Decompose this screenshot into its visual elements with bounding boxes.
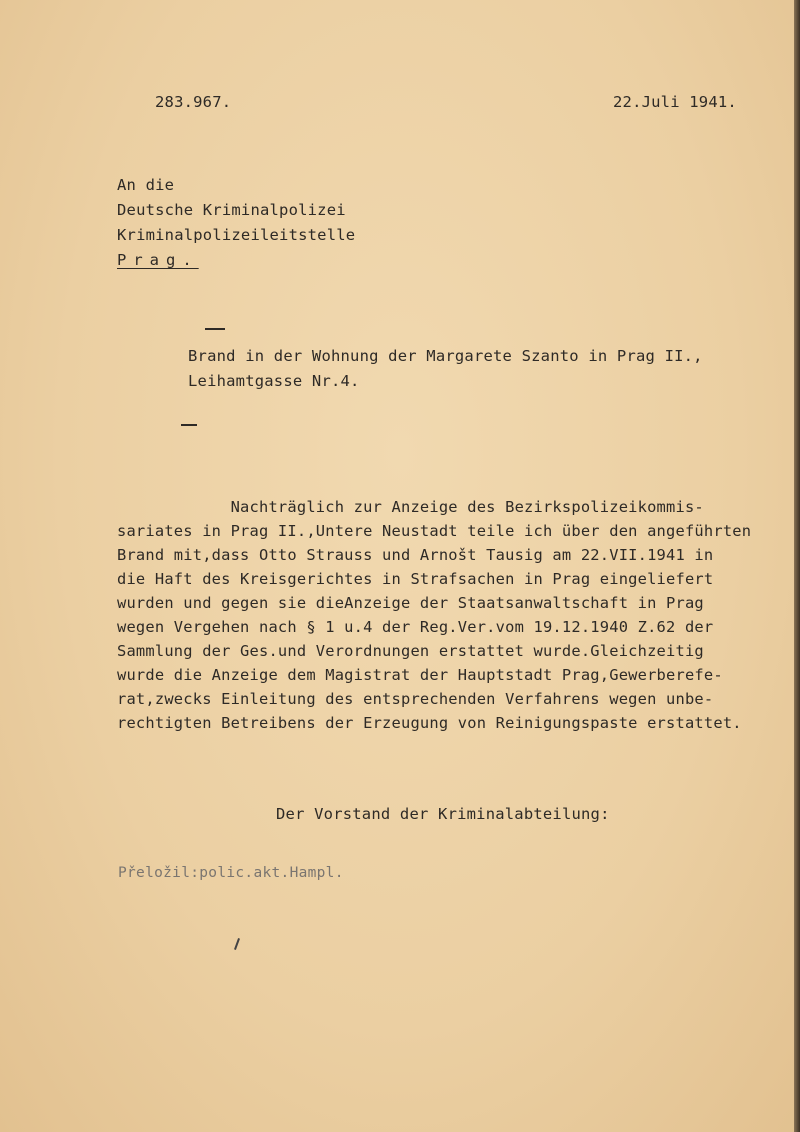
recipient-line: Kriminalpolizeileitstelle: [117, 226, 356, 244]
pencil-mark: [234, 938, 240, 950]
subject-line: Brand in der Wohnung der Margarete Szanto in Prag II.,: [188, 347, 703, 365]
body-line: wurden und gegen sie dieAnzeige der Staatsanwaltschaft in Prag: [117, 594, 704, 612]
signature-line: Der Vorstand der Kriminalabteilung:: [276, 805, 610, 823]
recipient-city: Prag.: [117, 251, 199, 269]
separator-dash: [181, 424, 197, 426]
body-line: rechtigten Betreibens der Erzeugung von Reinigungspaste erstattet.: [117, 714, 742, 732]
body-line: die Haft des Kreisgerichtes in Strafsachen in Prag eingeliefert: [117, 570, 714, 588]
recipient-line: An die: [117, 176, 175, 194]
translator-note: Přeložil:polic.akt.Hampl.: [118, 865, 344, 881]
body-line: Brand mit,dass Otto Strauss und Arnošt Tausig am 22.VII.1941 in: [117, 546, 714, 564]
body-line: rat,zwecks Einleitung des entsprechenden Verfahrens wegen unbe-: [117, 690, 714, 708]
body-line: Nachträglich zur Anzeige des Bezirkspolizeikommis-: [117, 498, 704, 516]
separator-dash: [205, 328, 225, 330]
document-date: 22.Juli 1941.: [613, 93, 737, 111]
body-line: wegen Vergehen nach § 1 u.4 der Reg.Ver.vom 19.12.1940 Z.62 der: [117, 618, 714, 636]
subject-line: Leihamtgasse Nr.4.: [188, 372, 360, 390]
body-line: Sammlung der Ges.und Verordnungen erstattet wurde.Gleichzeitig: [117, 642, 704, 660]
body-line: wurde die Anzeige dem Magistrat der Hauptstadt Prag,Gewerberefe-: [117, 666, 723, 684]
page-edge-shadow: [794, 0, 800, 1132]
body-line: sariates in Prag II.,Untere Neustadt teile ich über den angeführten: [117, 522, 752, 540]
reference-number: 283.967.: [155, 93, 232, 111]
recipient-line: Deutsche Kriminalpolizei: [117, 201, 346, 219]
